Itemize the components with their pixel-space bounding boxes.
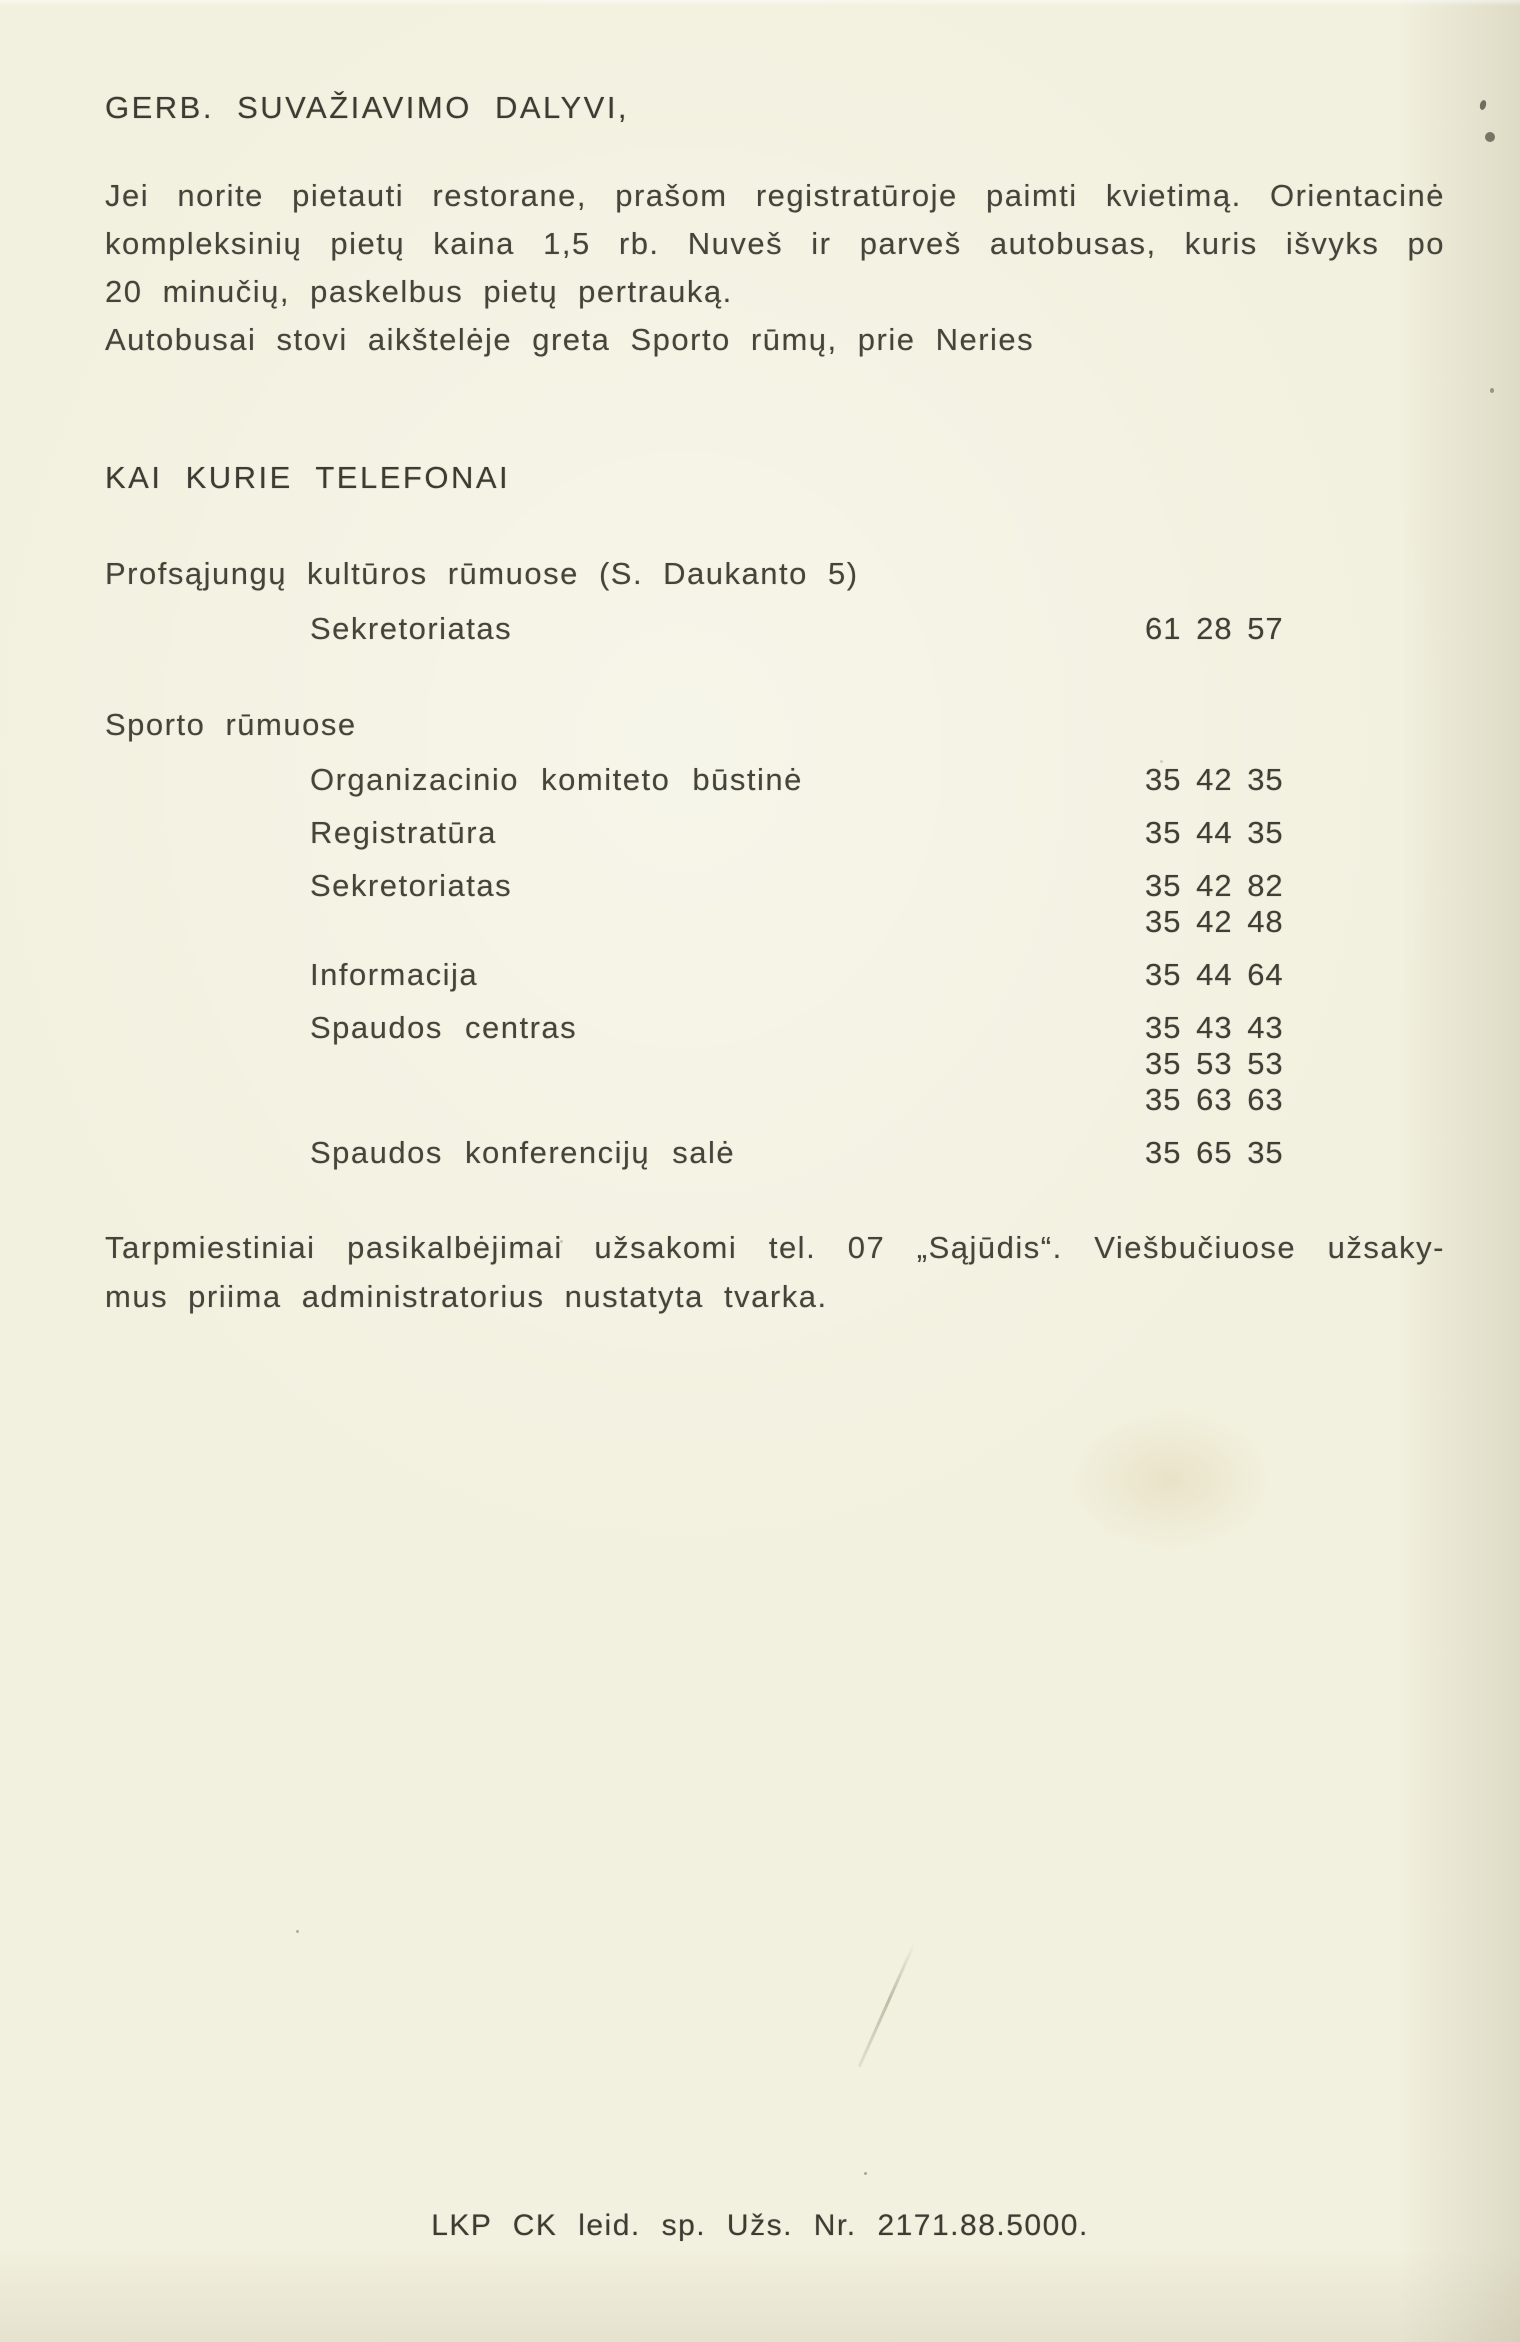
phone-numbers (1145, 868, 1445, 940)
phone-group (105, 554, 1445, 647)
phone-number: 35 63 63 (1145, 1082, 1284, 1117)
phone-row (105, 815, 1445, 851)
phone-group-title: Profsąjungų kultūros rūmuose (S. Daukanto 5) (105, 556, 859, 591)
phone-number: 61 28 57 (1145, 611, 1284, 646)
phone-numbers (1145, 1010, 1445, 1118)
salutation-heading: GERB. SUVAŽIAVIMO DALYVI, (105, 90, 630, 125)
phone-numbers (1145, 611, 1445, 647)
phone-group-title: Sporto rūmuose (105, 707, 357, 742)
closing-line-1: Tarpmiestiniai pasikalbėjimai užsakomi tel. 07 „Sąjūdis“. Viešbučiuose užsaky- (105, 1230, 1445, 1265)
phone-number: 35 44 64 (1145, 957, 1284, 992)
intro-line-3: 20 minučių, paskelbus pietų pertrauką. (105, 274, 733, 309)
paper-speck (864, 2172, 867, 2175)
imprint-line: LKP CK leid. sp. Užs. Nr. 2171.88.5000. (431, 2209, 1089, 2242)
intro-line-1: Jei norite pietauti restorane, prašom registratūroje paimti kvietimą. Orientacinė (105, 178, 1445, 213)
phone-row (105, 868, 1445, 940)
paper-stain (1070, 1410, 1270, 1550)
closing-line-2: mus priima administratorius nustatyta tvarka. (105, 1279, 828, 1314)
phone-number: 35 53 53 (1145, 1046, 1284, 1081)
paper-speck (296, 1930, 299, 1933)
phone-label: Spaudos centras (310, 1010, 578, 1045)
phone-numbers (1145, 1135, 1445, 1171)
phone-row (105, 611, 1445, 647)
phone-label: Organizacinio komiteto būstinė (310, 762, 803, 797)
phone-number: 35 42 82 (1145, 868, 1284, 903)
phone-numbers (1145, 957, 1445, 993)
phone-group (105, 705, 1445, 1171)
phone-number: 35 43 43 (1145, 1010, 1284, 1045)
phone-label: Informacija (310, 957, 479, 992)
phone-label: Sekretoriatas (310, 868, 513, 903)
phone-directory (105, 554, 1445, 1171)
phone-row (105, 762, 1445, 798)
phone-numbers (1145, 815, 1445, 851)
phone-label: Sekretoriatas (310, 611, 513, 646)
phones-heading: KAI KURIE TELEFONAI (105, 460, 511, 495)
intro-line-2: kompleksinių pietų kaina 1,5 rb. Nuveš ir parveš autobusas, kuris išvyks po (105, 226, 1445, 261)
paper-crease (858, 1943, 916, 2068)
phone-label: Spaudos konferencijų salė (310, 1135, 736, 1170)
phone-row (105, 1135, 1445, 1171)
closing-paragraph (105, 1223, 1445, 1321)
phone-numbers (1145, 762, 1445, 798)
phone-number: 35 42 48 (1145, 904, 1284, 939)
phone-row (105, 957, 1445, 993)
phone-number: 35 44 35 (1145, 815, 1284, 850)
phone-label: Registratūra (310, 815, 497, 850)
phone-row (105, 1010, 1445, 1118)
intro-paragraph (105, 172, 1445, 364)
phone-number: 35 42 35 (1145, 762, 1284, 797)
intro-line-4: Autobusai stovi aikštelėje greta Sporto rūmų, prie Neries (105, 322, 1035, 357)
phone-number: 35 65 35 (1145, 1135, 1284, 1170)
